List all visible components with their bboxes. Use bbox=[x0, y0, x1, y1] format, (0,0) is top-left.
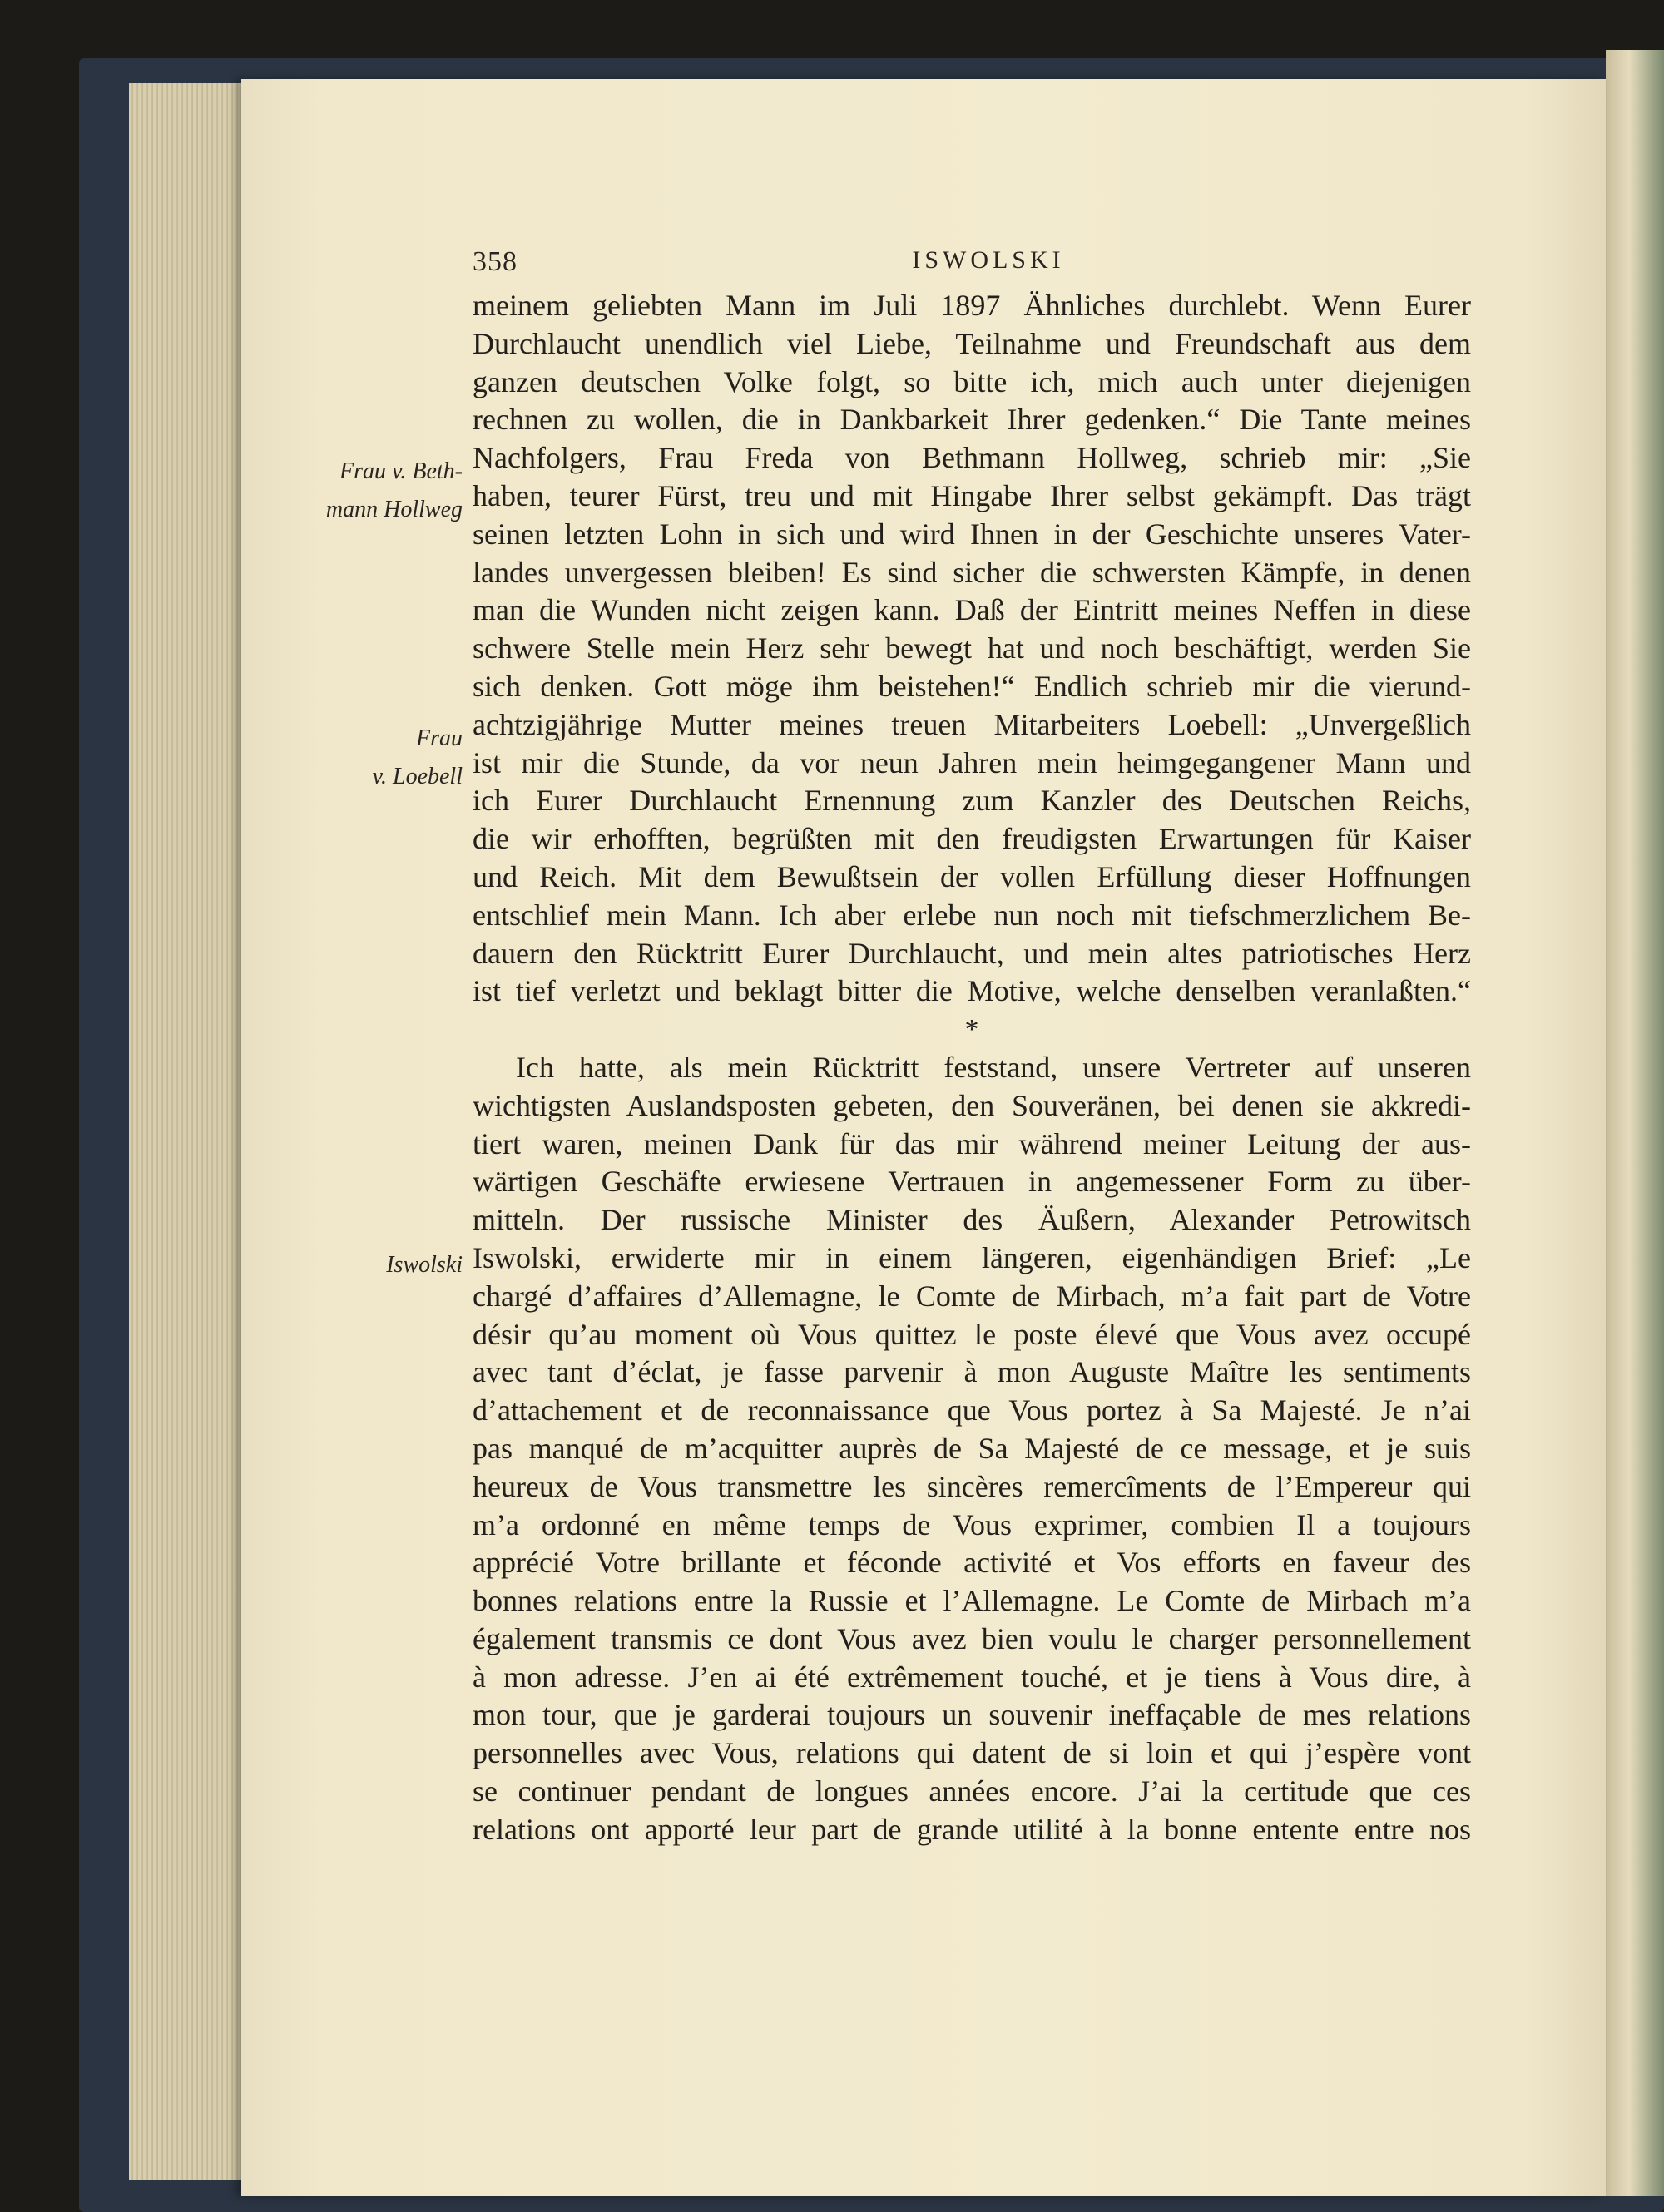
margin-note-line: Iswolski bbox=[386, 1252, 463, 1278]
margin-note-loebell bbox=[250, 720, 463, 796]
text-line: meinem geliebten Mann im Juli 1897 Ähnliches durchlebt. Wenn Eurer bbox=[473, 289, 1471, 322]
margin-note-bethmann bbox=[250, 453, 463, 529]
text-line: achtzigjährige Mutter meines treuen Mitarbeiters Loebell: „Unvergeßlich bbox=[473, 707, 1471, 741]
margin-note-line: v. Loebell bbox=[372, 764, 463, 789]
text-line: m’a ordonné en même temps de Vous exprimer, combien Il a toujours bbox=[473, 1507, 1471, 1541]
text-line: d’attachement et de reconnaissance que Vous portez à Sa Majesté. Je n’ai bbox=[473, 1393, 1471, 1428]
margin-note-line: mann Hollweg bbox=[325, 497, 463, 522]
text-line: également transmis ce dont Vous avez bien voulu le charger personnellement bbox=[473, 1621, 1471, 1655]
text-line: se continuer pendant de longues années encore. J’ai la certitude que ces bbox=[473, 1774, 1471, 1809]
paragraph-1 bbox=[473, 287, 1471, 1011]
text-line: wichtigsten Auslandsposten gebeten, den Souveränen, bei denen sie akkredi- bbox=[473, 1088, 1471, 1122]
text-line: ist mir die Stunde, da vor neun Jahren mein heimgegangener Mann und bbox=[473, 745, 1471, 779]
facing-page-edge bbox=[1606, 50, 1664, 2196]
text-line: Ich hatte, als mein Rücktritt feststand, unsere Vertreter auf unseren bbox=[516, 1050, 1471, 1084]
text-line: ich Eurer Durchlaucht Ernennung zum Kanzler des Deutschen Reichs, bbox=[473, 784, 1471, 818]
text-line: bonnes relations entre la Russie et l’Allemagne. Le Comte de Mirbach m’a bbox=[473, 1584, 1471, 1618]
text-line: mitteln. Der russische Minister des Äußern, Alexander Petrowitsch bbox=[473, 1203, 1471, 1237]
text-line: sich denken. Gott möge ihm beistehen!“ Endlich schrieb mir die vierund- bbox=[473, 669, 1471, 703]
text-line: schwere Stelle mein Herz sehr bewegt hat und noch beschäftigt, werden Sie bbox=[473, 631, 1471, 666]
margin-note-line: Frau bbox=[416, 725, 463, 751]
text-line: wärtigen Geschäfte erwiesene Vertrauen in angemessener Form zu über- bbox=[473, 1165, 1471, 1199]
text-line: Iswolski, erwiderte mir in einem längeren, eigenhändigen Brief: „Le bbox=[473, 1240, 1471, 1274]
body-text bbox=[473, 287, 1471, 1849]
text-line: tiert waren, meinen Dank für das mir während meiner Leitung der aus- bbox=[473, 1126, 1471, 1160]
text-line: heureux de Vous transmettre les sincères remercîments de l’Empereur qui bbox=[473, 1469, 1471, 1503]
text-line: relations ont apporté leur part de grande utilité à la bonne entente entre nos bbox=[473, 1812, 1471, 1846]
text-line: personnelles avec Vous, relations qui datent de si loin et qui j’espère vont bbox=[473, 1736, 1471, 1770]
text-line: landes unvergessen bleiben! Es sind sicher die schwersten Kämpfe, in denen bbox=[473, 555, 1471, 589]
text-line: und Reich. Mit dem Bewußtsein der vollen Erfüllung dieser Hoffnungen bbox=[473, 859, 1471, 893]
text-line: avec tant d’éclat, je fasse parvenir à mon Auguste Maître les sentiments bbox=[473, 1355, 1471, 1389]
text-line: man die Wunden nicht zeigen kann. Daß der Eintritt meines Neffen in diese bbox=[473, 593, 1471, 627]
text-line: haben, teurer Fürst, treu und mit Hingabe Ihrer selbst gekämpft. Das trägt bbox=[473, 478, 1471, 512]
text-line: apprécié Votre brillante et féconde activité et Vos efforts en faveur des bbox=[473, 1546, 1471, 1580]
page-number: 358 bbox=[473, 246, 518, 277]
text-line: Durchlaucht unendlich viel Liebe, Teilnahme und Freundschaft aus dem bbox=[473, 326, 1471, 360]
text-line: mon tour, que je garderai toujours un souvenir ineffaçable de mes relations bbox=[473, 1698, 1471, 1732]
page-header bbox=[473, 246, 1504, 288]
section-separator: * bbox=[964, 1014, 979, 1046]
text-line: dauern den Rücktritt Eurer Durchlaucht, und mein altes patriotisches Herz bbox=[473, 936, 1471, 970]
text-line: seinen letzten Lohn in sich und wird Ihnen in der Geschichte unseres Vater- bbox=[473, 517, 1471, 551]
running-title: ISWOLSKI bbox=[912, 246, 1065, 274]
text-line: désir qu’au moment où Vous quittez le poste élevé que Vous avez occupé bbox=[473, 1317, 1471, 1351]
text-line: pas manqué de m’acquitter auprès de Sa Majesté de ce message, et je suis bbox=[473, 1431, 1471, 1465]
text-line: rechnen zu wollen, die in Dankbarkeit Ihrer gedenken.“ Die Tante meines bbox=[473, 403, 1471, 437]
margin-note-line: Frau v. Beth- bbox=[339, 458, 463, 484]
text-line: ist tief verletzt und beklagt bitter die Motive, welche denselben veranlaßten.“ bbox=[473, 974, 1471, 1008]
text-line: entschlief mein Mann. Ich aber erlebe nun noch mit tiefschmerzlichem Be- bbox=[473, 898, 1471, 932]
text-line: à mon adresse. J’en ai été extrêmement touché, et je tiens à Vous dire, à bbox=[473, 1660, 1471, 1694]
text-line: Nachfolgers, Frau Freda von Bethmann Hollweg, schrieb mir: „Sie bbox=[473, 441, 1471, 475]
paragraph-2 bbox=[473, 1049, 1471, 1849]
text-line: die wir erhofften, begrüßten mit den freudigsten Erwartungen für Kaiser bbox=[473, 822, 1471, 856]
text-line: ganzen deutschen Volke folgt, so bitte ich, mich auch unter diejenigen bbox=[473, 364, 1471, 398]
margin-note-iswolski bbox=[250, 1246, 463, 1284]
text-line: chargé d’affaires d’Allemagne, le Comte de Mirbach, m’a fait part de Votre bbox=[473, 1279, 1471, 1313]
